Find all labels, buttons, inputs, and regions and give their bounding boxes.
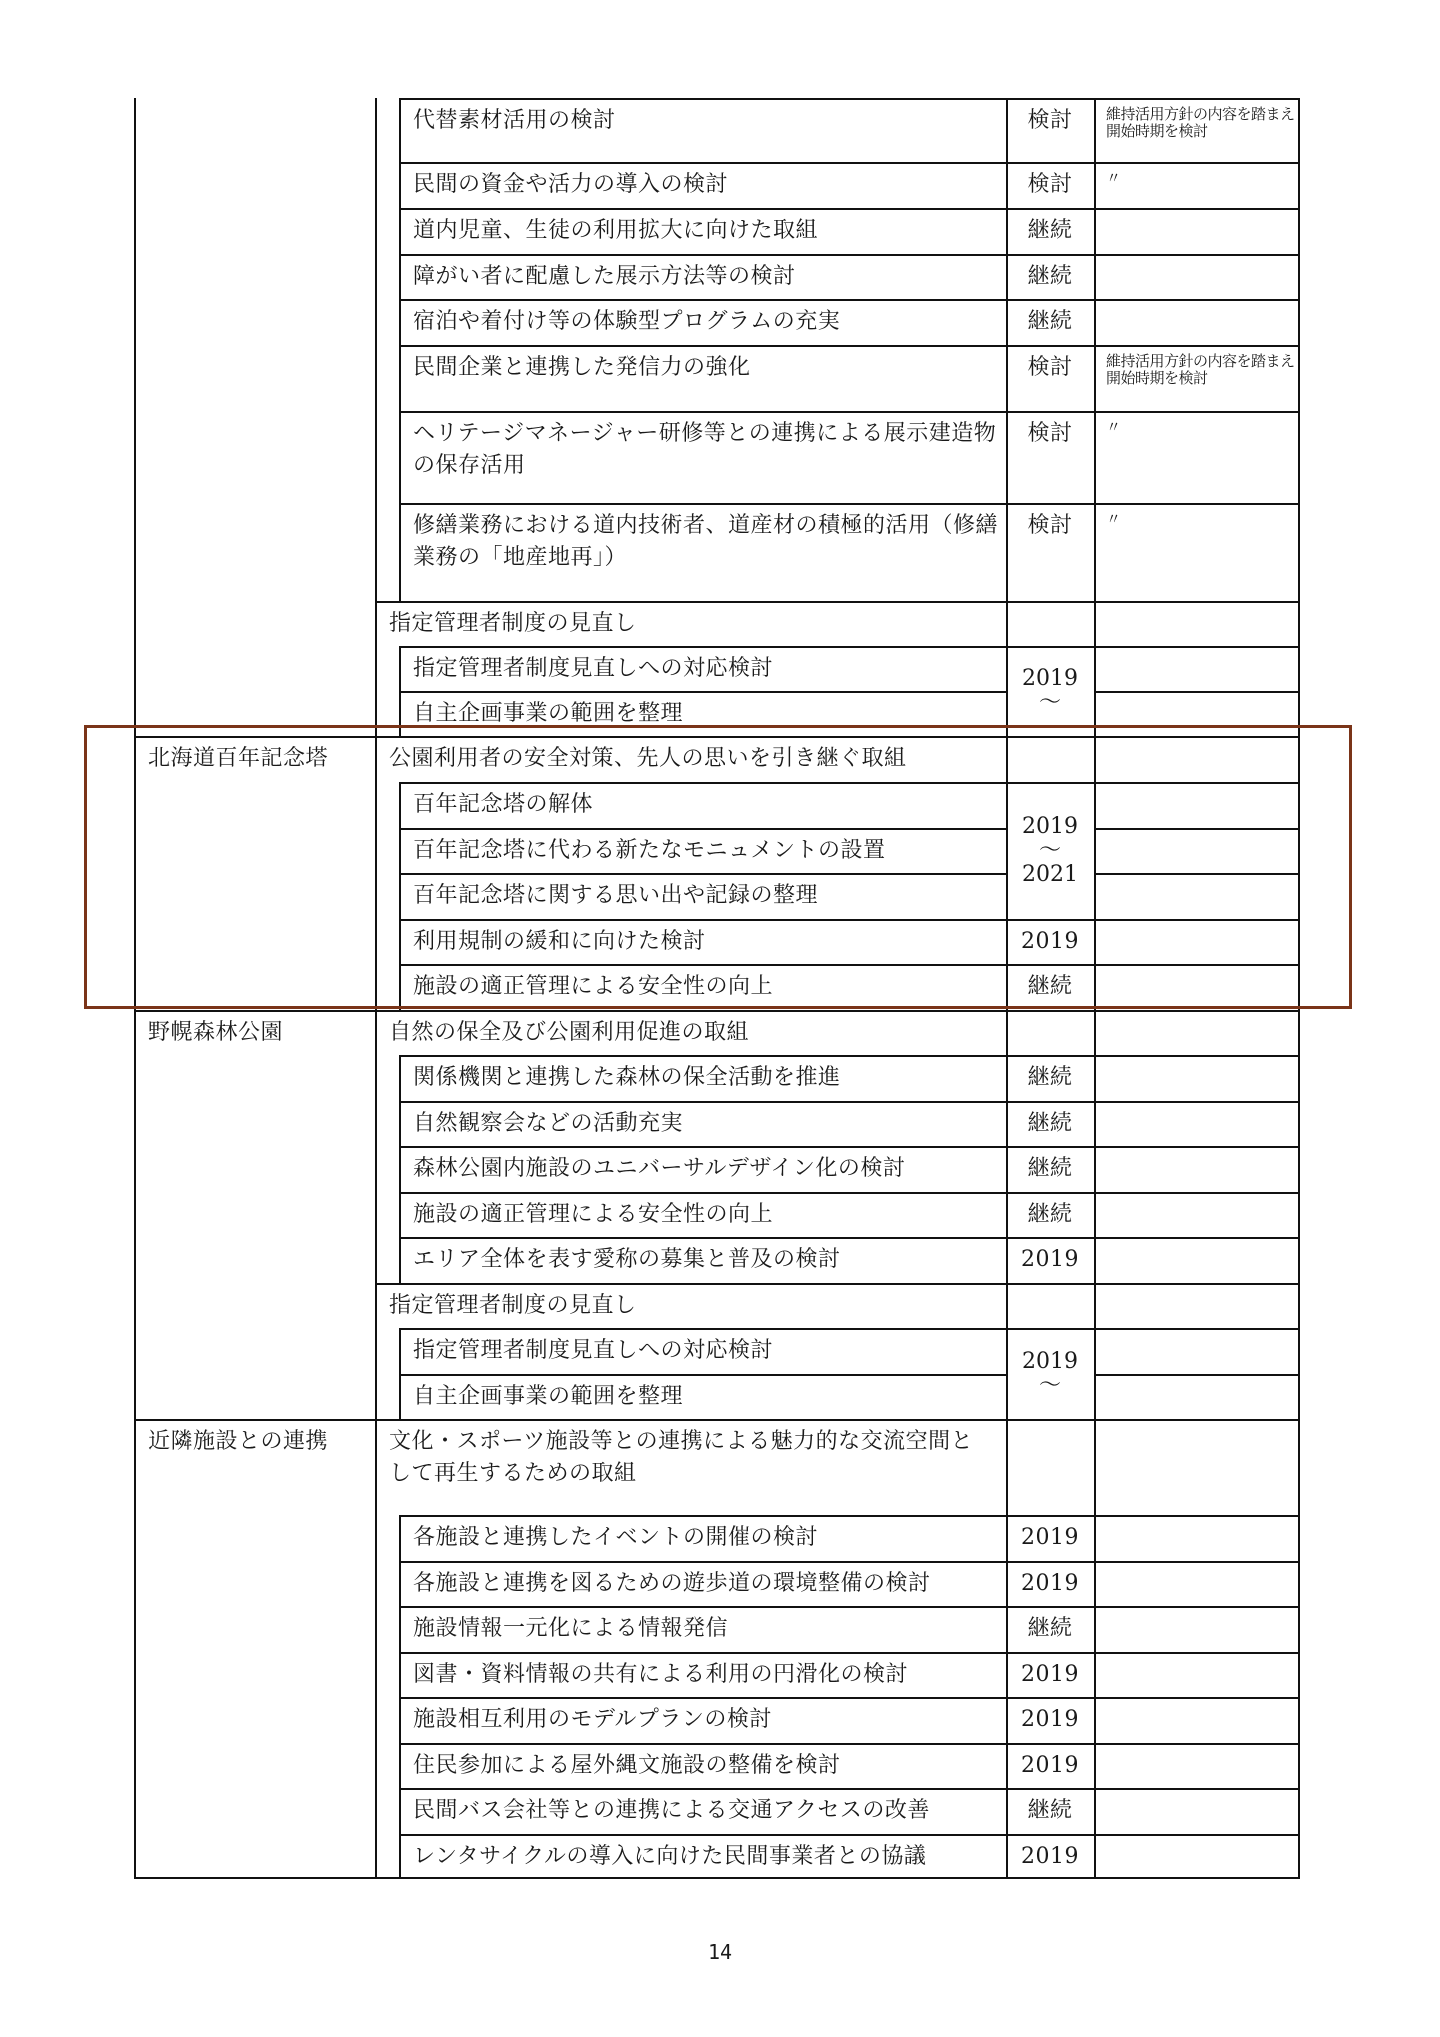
status-cell: 2019 bbox=[1021, 1707, 1079, 1732]
page-number: 14 bbox=[707, 1940, 733, 1964]
category-label: 北海道百年記念塔 bbox=[148, 746, 329, 771]
year-span: ～ bbox=[1038, 1372, 1061, 1398]
table-rule bbox=[399, 1055, 401, 1283]
item-text: エリア全体を表す愛称の募集と普及の検討 bbox=[413, 1247, 841, 1272]
table-rule bbox=[399, 208, 1300, 210]
item-text: 修繕業務における道内技術者、道産材の積極的活用（修繕業務の「地産地再」） bbox=[413, 513, 999, 570]
table-rule bbox=[399, 254, 1300, 256]
item-text: 各施設と連携を図るための遊歩道の環境整備の検討 bbox=[413, 1571, 931, 1596]
table-rule bbox=[399, 1834, 1300, 1836]
table-rule bbox=[399, 345, 1300, 347]
item-text: 施設情報一元化による情報発信 bbox=[413, 1616, 729, 1641]
item-text: 道内児童、生徒の利用拡大に向けた取組 bbox=[413, 218, 819, 243]
item-text: 自主企画事業の範囲を整理 bbox=[413, 701, 684, 726]
item-text: 自然観察会などの活動充実 bbox=[413, 1111, 684, 1136]
year-span: 2019 bbox=[1022, 813, 1078, 839]
section-heading: 指定管理者制度の見直し bbox=[389, 1293, 637, 1318]
status-cell: 2019 bbox=[1021, 1753, 1079, 1778]
item-text: 図書・資料情報の共有による利用の円滑化の検討 bbox=[413, 1662, 909, 1687]
item-text: 百年記念塔に関する思い出や記録の整理 bbox=[413, 883, 819, 908]
status-cell: 継続 bbox=[1027, 218, 1073, 243]
status-cell: 検討 bbox=[1027, 513, 1073, 538]
table-rule bbox=[134, 1010, 1300, 1012]
item-text: 民間企業と連携した発信力の強化 bbox=[413, 355, 751, 380]
table-rule bbox=[399, 1237, 1300, 1239]
status-cell: 検討 bbox=[1027, 108, 1073, 133]
table-rule bbox=[399, 691, 1006, 693]
table-rule bbox=[399, 1606, 1300, 1608]
table-rule bbox=[399, 1561, 1300, 1563]
table-rule bbox=[399, 1697, 1300, 1699]
table-rule bbox=[399, 1515, 1300, 1517]
table-rule bbox=[399, 1788, 1300, 1790]
item-text: 民間の資金や活力の導入の検討 bbox=[413, 172, 729, 197]
table-rule bbox=[134, 1877, 1300, 1879]
item-text: 代替素材活用の検討 bbox=[413, 108, 616, 133]
item-text: レンタサイクルの導入に向けた民間事業者との協議 bbox=[413, 1844, 927, 1869]
item-text: 自主企画事業の範囲を整理 bbox=[413, 1384, 684, 1409]
item-text: 百年記念塔に代わる新たなモニュメントの設置 bbox=[413, 838, 886, 863]
table-rule bbox=[399, 1146, 1300, 1148]
status-cell: 検討 bbox=[1027, 421, 1073, 446]
item-text: 宿泊や着付け等の体験型プログラムの充実 bbox=[413, 309, 841, 334]
status-cell: 2019 bbox=[1021, 929, 1079, 954]
section-heading: 自然の保全及び公園利用促進の取組 bbox=[389, 1020, 750, 1045]
year-span: 2021 bbox=[1022, 861, 1078, 887]
table-rule bbox=[399, 503, 1300, 505]
table-rule bbox=[399, 162, 1300, 164]
table-rule bbox=[134, 1419, 1300, 1421]
table-rule bbox=[399, 1743, 1300, 1745]
note-cell: 維持活用方針の内容を踏まえ開始時期を検討 bbox=[1106, 352, 1295, 387]
item-text: 指定管理者制度見直しへの対応検討 bbox=[413, 1338, 774, 1363]
status-cell: 継続 bbox=[1027, 1616, 1073, 1641]
status-cell: 継続 bbox=[1027, 974, 1073, 999]
item-text: 森林公園内施設のユニバーサルデザイン化の検討 bbox=[413, 1156, 906, 1181]
item-text: 住民参加による屋外縄文施設の整備を検討 bbox=[413, 1753, 841, 1778]
item-text: 百年記念塔の解体 bbox=[413, 792, 594, 817]
status-cell: 2019 bbox=[1021, 1525, 1079, 1550]
highlight-box bbox=[84, 725, 1352, 1009]
table-rule bbox=[375, 601, 1300, 603]
status-cell: 検討 bbox=[1027, 355, 1073, 380]
table-rule bbox=[399, 1328, 1300, 1330]
table-rule bbox=[1094, 691, 1300, 693]
table-rule bbox=[399, 1101, 1300, 1103]
status-cell: 2019 bbox=[1021, 1247, 1079, 1272]
year-span: 2019 bbox=[1022, 1348, 1078, 1374]
category-label: 近隣施設との連携 bbox=[148, 1429, 329, 1454]
table-rule bbox=[399, 646, 1300, 648]
item-text: 各施設と連携したイベントの開催の検討 bbox=[413, 1525, 819, 1550]
status-cell: 2019 bbox=[1021, 1662, 1079, 1687]
table-rule bbox=[399, 98, 1300, 100]
table-rule bbox=[399, 1192, 1300, 1194]
table-rule bbox=[399, 1652, 1300, 1654]
table-rule bbox=[399, 299, 1300, 301]
section-heading: 公園利用者の安全対策、先人の思いを引き継ぐ取組 bbox=[389, 746, 907, 771]
item-text: 施設相互利用のモデルプランの検討 bbox=[413, 1707, 772, 1732]
status-cell: 継続 bbox=[1027, 1065, 1073, 1090]
item-text: 指定管理者制度見直しへの対応検討 bbox=[413, 656, 774, 681]
item-text: 障がい者に配慮した展示方法等の検討 bbox=[413, 264, 796, 289]
note-cell: 〃 bbox=[1106, 418, 1121, 436]
status-cell: 継続 bbox=[1027, 309, 1073, 334]
status-cell: 継続 bbox=[1027, 1798, 1073, 1823]
item-text: 施設の適正管理による安全性の向上 bbox=[413, 974, 774, 999]
table-rule bbox=[399, 411, 1300, 413]
status-cell: 継続 bbox=[1027, 264, 1073, 289]
note-cell: 〃 bbox=[1106, 169, 1121, 187]
status-cell: 継続 bbox=[1027, 1156, 1073, 1181]
section-heading: 指定管理者制度の見直し bbox=[389, 611, 637, 636]
status-cell: 2019 bbox=[1021, 1844, 1079, 1869]
status-cell: 2019 bbox=[1021, 1571, 1079, 1596]
status-cell: 継続 bbox=[1027, 1111, 1073, 1136]
status-cell: 継続 bbox=[1027, 1202, 1073, 1227]
year-span: ～ bbox=[1038, 690, 1061, 715]
item-text: 民間バス会社等との連携による交通アクセスの改善 bbox=[413, 1798, 930, 1823]
item-text: 関係機関と連携した森林の保全活動を推進 bbox=[413, 1065, 841, 1090]
table-rule bbox=[399, 98, 401, 601]
year-span: ～ bbox=[1038, 837, 1061, 863]
item-text: 施設の適正管理による安全性の向上 bbox=[413, 1202, 774, 1227]
category-label: 野幌森林公園 bbox=[148, 1020, 284, 1045]
item-text: ヘリテージマネージャー研修等との連携による展示建造物の保存活用 bbox=[413, 421, 997, 478]
table-rule bbox=[375, 1283, 1300, 1285]
note-cell: 維持活用方針の内容を踏まえ開始時期を検討 bbox=[1106, 105, 1295, 140]
section-heading: 文化・スポーツ施設等との連携による魅力的な交流空間として再生するための取組 bbox=[389, 1429, 974, 1486]
table-rule bbox=[399, 1374, 1006, 1376]
year-span: 2019 bbox=[1022, 666, 1078, 691]
table-rule bbox=[1094, 1374, 1300, 1376]
status-cell: 検討 bbox=[1027, 172, 1073, 197]
table-rule bbox=[399, 1055, 1300, 1057]
note-cell: 〃 bbox=[1106, 510, 1121, 528]
item-text: 利用規制の緩和に向けた検討 bbox=[413, 929, 706, 954]
